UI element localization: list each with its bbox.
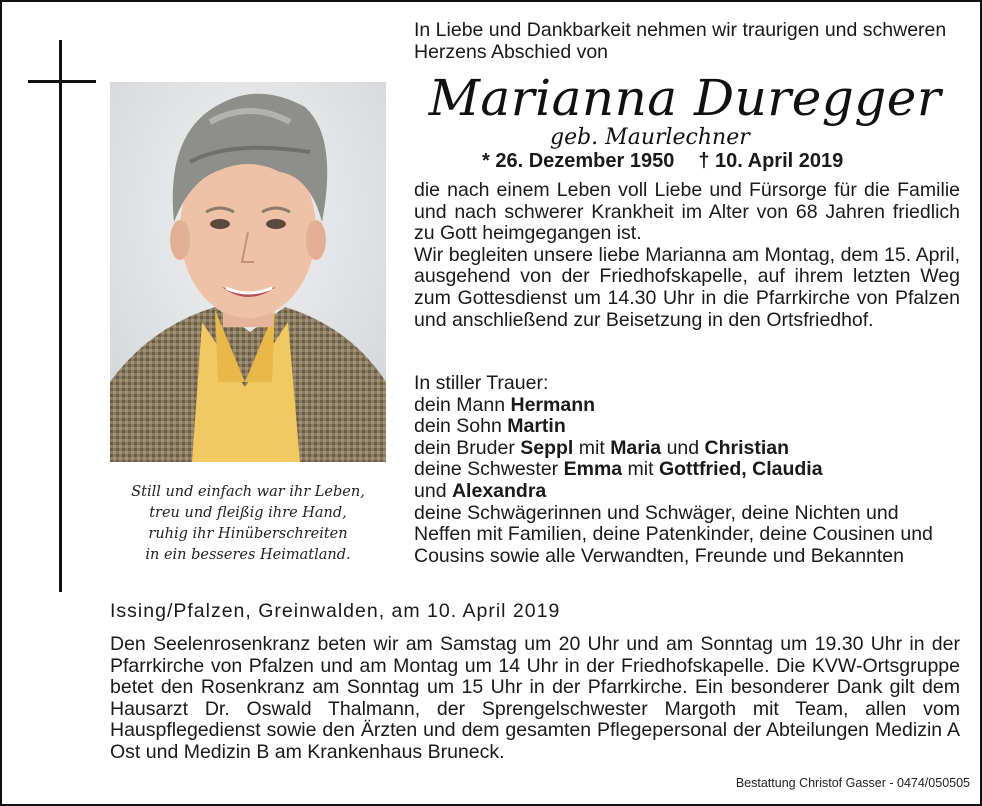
undertaker-info: Bestattung Christof Gasser - 0474/050505 [735,776,970,790]
mourner-others: deine Schwägerinnen und Schwäger, deine Nichten und Neffen mit Familien, deine Patenkinder, deine Cousinen und Cousins sowie alle Verwandten, Freunde und Bekannten [414,501,933,567]
verse-line: in ein besseres Heimatland. [145,547,351,563]
mourner-line: und Alexandra [414,479,547,502]
verse-line: treu und fleißig ihre Hand, [149,505,347,521]
deceased-name: Marianna Duregger [428,69,942,127]
bio-paragraph: die nach einem Leben voll Liebe und Fürsorge für die Familie und nach schwerer Krankheit im Alter von 68 Jahren friedlich zu Gott heimgegangen ist. [414,179,960,245]
bio-paragraph: Wir begleiten unsere liebe Marianna am Montag, dem 15. April, ausgehend von der Friedhofskapelle, auf ihrem letzten Weg zum Gottesdienst um 14.30 Uhr in die Pfarrkirche von Pfalzen und anschließend zur Beisetzung in den Ortsfriedhof. [414,243,960,331]
place-date: Issing/Pfalzen, Greinwalden, am 10. April 2019 [110,600,561,622]
mourner-line: dein Sohn Martin [414,415,566,438]
portrait-photo [110,82,386,462]
mourner-line: deine Schwester Emma mit Gottfried, Claudia [414,458,823,481]
biography [414,180,960,331]
verse-line: ruhig ihr Hinüberschreiten [148,526,348,542]
intro-text: In Liebe und Dankbarkeit nehmen wir traurigen und schweren Herzens Abschied von [414,19,947,63]
birth-name: geb. Maurlechner [550,125,750,150]
birth-date: * 26. Dezember 1950 [482,150,675,172]
mourner-line: dein Mann Hermann [414,393,596,416]
mourners-heading: In stiller Trauer: [414,372,549,394]
death-date: † 10. April 2019 [698,150,844,172]
verse-line: Still und einfach war ihr Leben, [131,484,365,500]
memorial-verse [110,482,386,566]
life-dates [482,150,867,173]
mourner-line: dein Bruder Seppl mit Maria und Christian [414,436,790,459]
mourners-list [414,373,960,567]
closing-text: Den Seelenrosenkranz beten wir am Samstag um 20 Uhr und am Sonntag um 19.30 Uhr in der Pfarrkirche von Pfalzen und am Montag um 14 Uhr in der Friedhofskapelle. Die KVW-Ortsgruppe betet den Rosenkranz am Sonntag um 15 Uhr in der Pfarrkirche. Ein besonderer Dank gilt dem Hausarzt Dr. Oswald Thalmann, der Sprengelschwester Margoth mit Team, allen vom Hauspflegedienst sowie den Ärzten und dem gesamten Pflegepersonal der Abteilungen Medizin A Ost und Medizin B am Krankenhaus Bruneck. [110,633,960,763]
